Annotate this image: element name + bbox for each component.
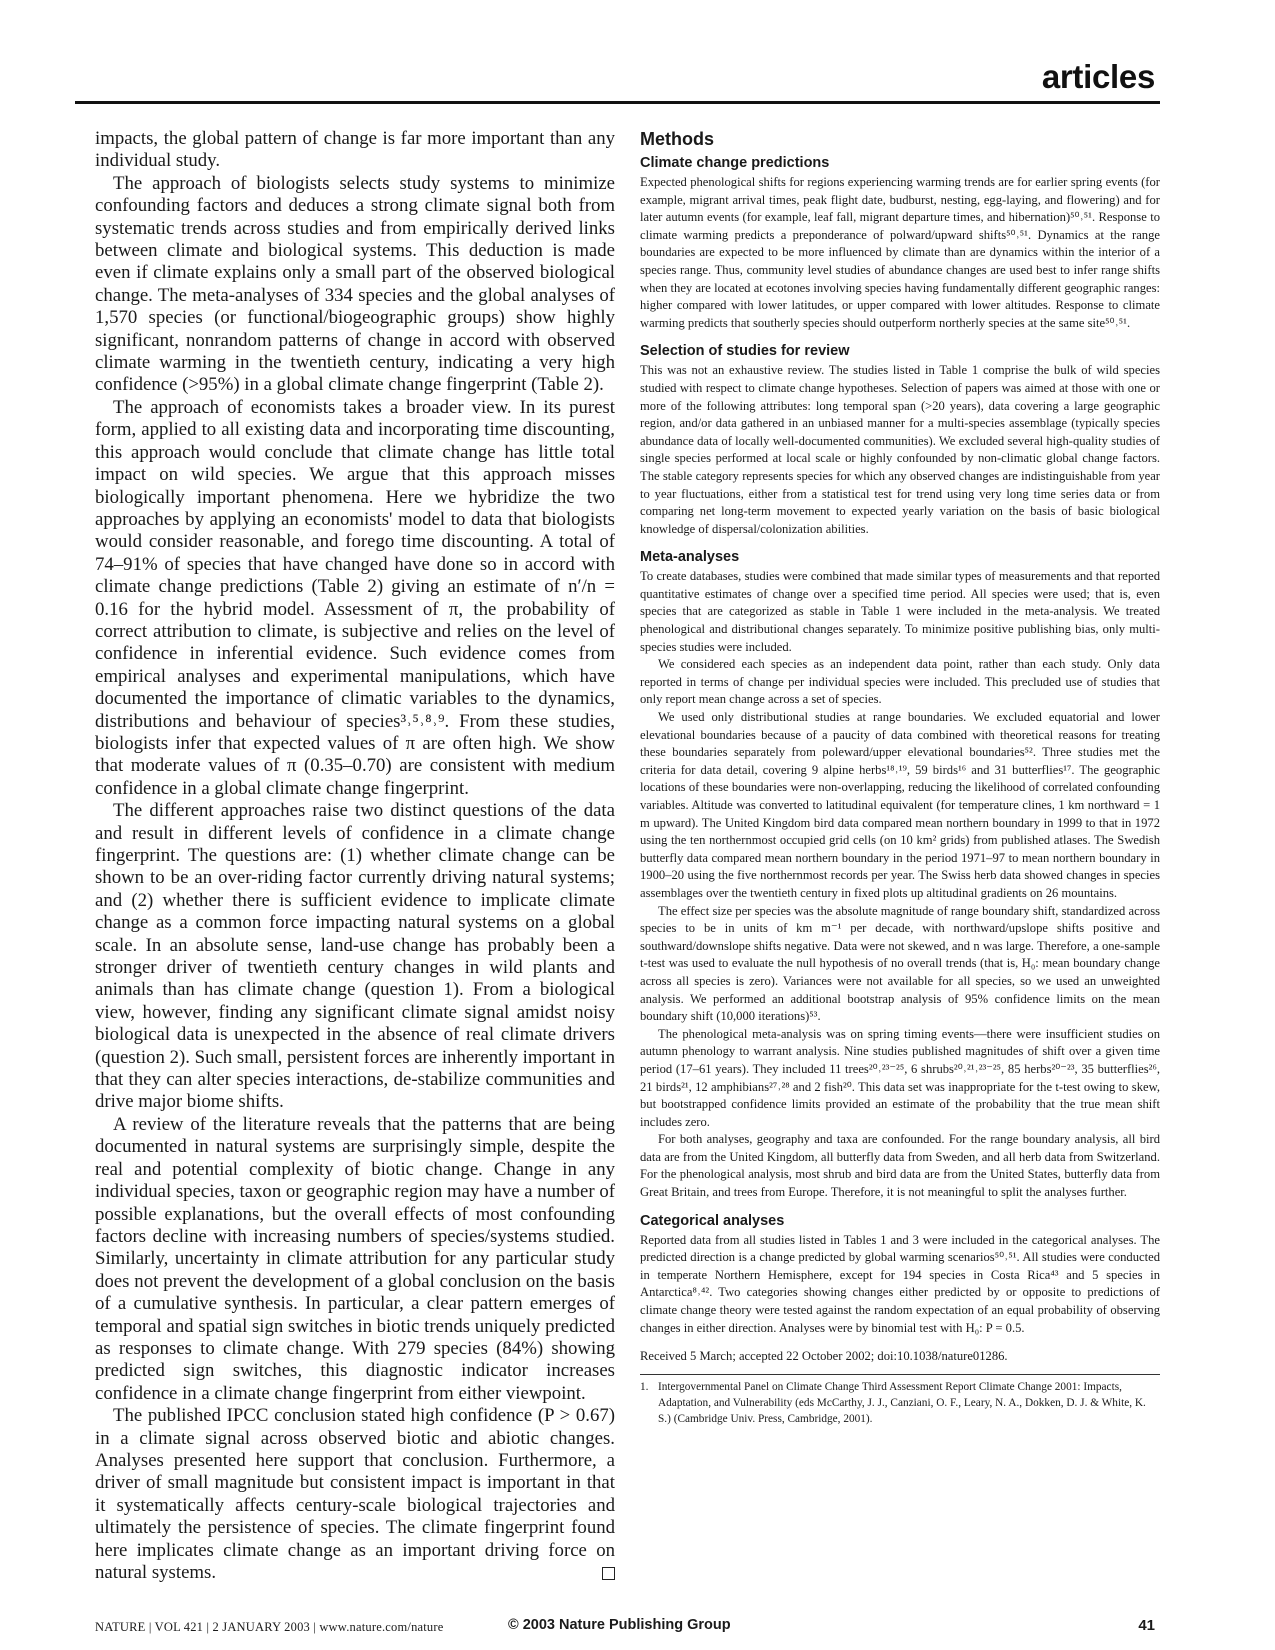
body-paragraph: impacts, the global pattern of change is far more important than any individual study. <box>95 128 615 172</box>
references-rule <box>640 1374 1160 1375</box>
methods-paragraph: We considered each species as an independent data point, rather than each study. Only data reported in terms of change per individual species were included. This precluded use of studies that only report mean change across a set of species. <box>640 657 1160 707</box>
methods-paragraph: Expected phenological shifts for regions experiencing warming trends are for earlier spring events (for example, migrant arrival times, peak flight date, budburst, nesting, egg-laying, and flowering) and for later autumn events (for example, leaf fall, migrant departure times, and hibernation)⁵⁰˒⁵¹. Response to climate warming predicts a preponderance of polward/upward shifts⁵⁰˒⁵¹. Dynamics at the range boundaries are expected to be more influenced by climate than are dynamics within the interior of a species range. Thus, community level studies of abundance changes are used best to infer range shifts when they are located at ecotones involving species having fundamentally different geographic ranges: higher compared with lower latitudes, or upper compared with lower altitudes. Response to climate warming predicts that southerly species should outperform northerly species at the same site⁵⁰˒⁵¹. <box>640 175 1160 330</box>
body-paragraph: The different approaches raise two distinct questions of the data and result in different levels of confidence in a climate change fingerprint. The questions are: (1) whether climate change can be shown to be an over-riding factor currently driving natural systems; and (2) whether there is sufficient evidence to implicate climate change as a common force impacting natural systems on a global scale. In an absolute sense, land-use change has probably been a stronger driver of twentieth century changes in wild plants and animals than has climate change (question 1). From a biological view, however, finding any significant climate signal amidst noisy biological data is unexpected in the absence of real climate drivers (question 2). Such small, persistent forces are inherently important in that they can alter species interactions, de-stabilize communities and drive major biome shifts. <box>95 800 616 1113</box>
reference-text: Intergovernmental Panel on Climate Change Third Assessment Report Climate Change 2001: Impacts, Adaptation, and Vulnerability (eds McCarthy, J. J., Canziani, O. F., Leary, N. A., Dokken, D. J. & White, K. S.) (Cambridge Univ. Press, Cambridge, 2001). <box>658 1380 1146 1425</box>
body-paragraph-text: The published IPCC conclusion stated high confidence (P > 0.67) in a climate signal across observed biotic and abiotic changes. Analyses presented here support that conclusion. Furthermore, a driver of small magnitude but consistent impact is important in that it systematically affects century-scale biological trajectories and ultimately the persistence of species. The climate fingerprint found here implicates climate change as an important driving force on natural systems. <box>95 1405 615 1583</box>
methods-paragraph: This was not an exhaustive review. The studies listed in Table 1 comprise the bulk of wild species studied with respect to climate change hypotheses. Selection of papers was aimed at those with one or more of the following attributes: long temporal span (>20 years), data covering a large geographic region, and/or data gathered in an unbiased manner for a multi-species assemblage (typically species abundance data of locally well-documented communities). We excluded several high-quality studies of single species performed at local scale or highly confounded by non-climatic global change factors. The stable category represents species for which any observed changes are indistinguishable from year to year fluctuations, either from a statistical test for trend using very long time series data or from comparing net long-term movement to expected yearly variation on the basis of basic biological knowledge of dispersal/colonization abilities. <box>640 363 1160 536</box>
methods-subheading: Climate change predictions <box>640 155 830 171</box>
header-rule <box>75 101 1160 104</box>
methods-paragraph: The phenological meta-analysis was on spring timing events—there were insufficient studies on autumn phenology to warrant analysis. Nine studies published magnitudes of shift over a given time period (17–61 years). They included 11 trees²⁰˒²³⁻²⁵, 6 shrubs²⁰˒²¹˒²³⁻²⁵, 85 herbs²⁰⁻²³, 35 butterflies²⁶, 21 birds²¹, 12 amphibians²⁷˒²⁸ and 2 fish²⁰. This data set was inappropriate for the t-test owing to skew, but bootstrapped confidence limits provided an estimate of the probability that the true mean shift includes zero. <box>640 1026 1160 1129</box>
methods-paragraph: To create databases, studies were combined that made similar types of measurements and that reported quantitative estimates of change over a specified time period. All species were used; that is, even species that are categorized as stable in Table 1 were included in the meta-analysis. We treated phenological and distributional changes separately. To minimize positive publishing bias, only multi-species studies were included. <box>640 569 1160 654</box>
page-number: 41 <box>1138 1617 1155 1634</box>
body-paragraph: A review of the literature reveals that the patterns that are being documented in natural systems are surprisingly simple, despite the real and potential complexity of biotic change. Change in any individual species, taxon or geographic region may have a number of possible explanations, but the overall effects of most confounding factors decline with increasing numbers of species/systems studied. Similarly, uncertainty in climate attribution for any particular study does not prevent the development of a global conclusion on the basis of a cumulative synthesis. In particular, a clear pattern emerges of temporal and spatial sign switches in biotic trends uniquely predicted as responses to climate change. With 279 species (84%) showing predicted sign switches, this diagnostic indicator increases confidence in a climate change fingerprint from either viewpoint. <box>95 1113 616 1404</box>
methods-subheading: Meta-analyses <box>640 549 740 566</box>
footer-journal-info: NATURE | VOL 421 | 2 JANUARY 2003 | www.nature.com/nature <box>95 1620 444 1634</box>
section-label: articles <box>1041 58 1155 95</box>
methods-paragraph: Reported data from all studies listed in Tables 1 and 3 were included in the categorical analyses. The predicted direction is a change predicted by global warming scenarios⁵⁰˒⁵¹. All studies were conducted in temperate Northern Hemisphere, except for 194 species in Costa Rica⁴³ and 5 species in Antarctica⁸˒⁴². Two categories showing changes either predicted by or opposite to predictions of climate change theory were tested against the random expectation of an equal probability of observing changes in either direction. Analyses were by binomial test with H₀: P = 0.5. <box>640 1232 1160 1335</box>
body-paragraph-last <box>95 1405 615 1584</box>
reference-item <box>640 1379 1160 1427</box>
received-dates: Received 5 March; accepted 22 October 2002; doi:10.1038/nature01286. <box>640 1349 1008 1364</box>
left-column <box>95 128 615 1584</box>
methods-paragraph: We used only distributional studies at range boundaries. We excluded equatorial and lower elevational boundaries because of a paucity of data combined with theoretical reasons for treating these boundaries separately from poleward/upper elevational boundaries⁵². Three studies met the criteria for data detail, covering 9 alpine herbs¹⁸˒¹⁹, 59 birds¹⁶ and 31 butterflies¹⁷. The geographic locations of these boundaries were non-overlapping, reducing the likelihood of correlated confounding variables. Altitude was converted to latitudinal equivalent (for temperature clines, 1 km northward = 1 m upward). The United Kingdom bird data compared mean northern boundary in 1999 to that in 1972 using the ten northernmost occupied grid cells (on 10 km² grids) from published atlases. The Swedish butterfly data compared mean northern boundary in the period 1971–97 to mean northern boundary in 1900–20 using the five northernmost records per year. The Swiss herb data showed changes in species assemblages over the twentieth century in fixed plots up altitudinal gradients on 26 mountains. <box>640 710 1160 900</box>
reference-number: 1. <box>640 1380 649 1393</box>
body-paragraph: The approach of economists takes a broader view. In its purest form, applied to all existing data and incorporating time discounting, this approach would conclude that climate change has little total impact on wild species. We argue that this approach misses biologically important phenomena. Here we hybridize the two approaches by applying an economists' model to data that biologists would consider reasonable, and forego time discounting. A total of 74–91% of species that have changed have done so in accord with climate change predictions (Table 2) giving an estimate of n′/n = 0.16 for the hybrid model. Assessment of π, the probability of correct attribution to climate, is subjective and relies on the level of confidence in inferential evidence. Such evidence comes from empirical analyses and experimental manipulations, which have documented the importance of climatic variables to the dynamics, distributions and behaviour of species³˒⁵˒⁸˒⁹. From these studies, biologists infer that expected values of π are often high. We show that moderate values of π (0.35–0.70) are consistent with medium confidence in a global climate change fingerprint. <box>95 396 615 799</box>
methods-paragraph: For both analyses, geography and taxa are confounded. For the range boundary analysis, all bird data are from the United Kingdom, all butterfly data from Sweden, and all herb data from Switzerland. For the phenological analysis, most shrub and bird data are from the United States, butterfly data from Great Britain, and trees from Europe. Therefore, it is not meaningful to split the analyses further. <box>640 1132 1160 1200</box>
methods-paragraph: The effect size per species was the absolute magnitude of range boundary shift, standardized across species to be in units of km m⁻¹ per decade, with northward/upslope shifts positive and southward/downslope shifts negative. Data were not skewed, and n was large. Therefore, a one-sample t-test was used to evaluate the null hypothesis of no overall trends (that is, H₀: mean boundary change across all species is zero). Variances were not available for all species, so we used an unweighted analysis. We performed an additional bootstrap analysis of 95% confidence limits on the mean boundary shift (10,000 iterations)⁵³. <box>640 903 1160 1024</box>
methods-subheading: Categorical analyses <box>640 1212 785 1229</box>
end-of-article-icon <box>602 1567 615 1580</box>
methods-title: Methods <box>640 129 714 149</box>
methods-column <box>640 128 1160 1427</box>
body-paragraph: The approach of biologists selects study systems to minimize confounding factors and deduces a strong climate signal both from systematic trends across studies and from empirically derived links between climate and biological systems. This deduction is made even if climate explains only a small part of the observed biological change. The meta-analyses of 334 species and the global analyses of 1,570 species (or functional/biogeographic groups) show highly significant, nonrandom patterns of change in accord with observed climate warming in the twentieth century, indicating a very high confidence (>95%) in a global climate change fingerprint (Table 2). <box>95 172 615 396</box>
footer-copyright: © 2003 Nature Publishing Group <box>508 1617 731 1633</box>
methods-subheading: Selection of studies for review <box>640 343 850 360</box>
